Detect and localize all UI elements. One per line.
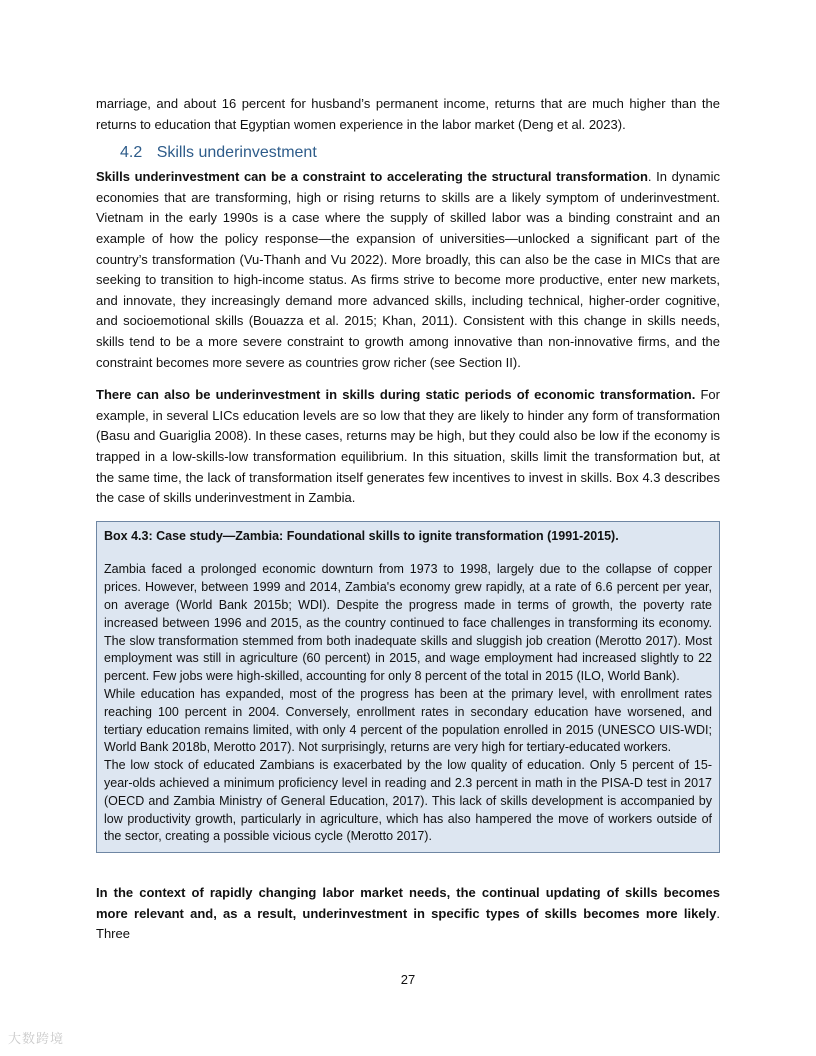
box-paragraph: While education has expanded, most of the progress has been at the primary level, with enrollment rates reaching 100 percent in 2004. Conversely, enrollment rates in secondary education have worsened, and tertiary education remains limited, with only 4 percent of the population enrolled in 2015 (UNESCO UIS-WDI; World Bank 2018b, Merotto 2017). Not surprisingly, returns are very high for tertiary-educated workers. bbox=[104, 687, 712, 755]
box-title: Box 4.3: Case study—Zambia: Foundational skills to ignite transformation (1991-2015). bbox=[104, 528, 619, 543]
paragraph-skills-underinvestment bbox=[96, 167, 720, 373]
box-paragraph: Zambia faced a prolonged economic downturn from 1973 to 1998, largely due to the collapse of copper prices. However, between 1999 and 2014, Zambia's economy grew rapidly, at a rate of 6.6 percent per year, on average (World Bank 2015b; WDI). Despite the progress made in terms of growth, the poverty rate increased between 1996 and 2015, as the country continued to face challenges in transforming its economy. The slow transformation stemmed from both inadequate skills and sluggish job creation (Merotto 2017). Most employment was still in agriculture (60 percent) in 2015, and wage employment had increased slightly to 22 percent. Few jobs were high-skilled, accounting for only 8 percent of the total in 2015 (ILO, World Bank). bbox=[104, 562, 712, 684]
paragraph-body: For example, in several LICs education levels are so low that they are likely to hinder any form of transformation (Basu and Guariglia 2008). In these cases, returns may be high, but they could also be low if the economy is trapped in a low-skills-low transformation equilibrium. In this situation, skills limit the transformation but, at the same time, the lack of transformation itself generates few incentives to invest in skills. Box 4.3 describes the case of skills underinvestment in Zambia. bbox=[96, 387, 720, 506]
case-study-box bbox=[96, 521, 720, 854]
section-title: Skills underinvestment bbox=[156, 144, 317, 162]
paragraph-static-periods bbox=[96, 385, 720, 509]
document-page bbox=[96, 94, 720, 945]
paragraph-lead: Skills underinvestment can be a constraint to accelerating the structural transformation bbox=[96, 169, 648, 185]
section-heading bbox=[120, 143, 720, 163]
paragraph-body: . Three bbox=[96, 905, 720, 942]
box-paragraph: The low stock of educated Zambians is exacerbated by the low quality of education. Only 5 percent of 15-year-olds achieved a minimum proficiency level in reading and 2.3 percent in math in the PISA-D test in 2017 (OECD and Zambia Ministry of General Education, 2017). This lack of skills development is accompanied by low productivity growth, particularly in agriculture, which has also hampered the move of workers outside of the sector, creating a possible vicious cycle (Merotto 2017). bbox=[104, 758, 712, 844]
paragraph-lead: There can also be underinvestment in skills during static periods of economic transformation. bbox=[96, 387, 696, 403]
paragraph-lead: In the context of rapidly changing labor market needs, the continual updating of skills becomes more relevant and, as a result, underinvestment in specific types of skills becomes more likely bbox=[96, 885, 720, 921]
paragraph-body: . In dynamic economies that are transforming, high or rising returns to skills are a likely symptom of underinvestment. Vietnam in the early 1990s is a case where the supply of skilled labor was a binding constraint and an example of how the policy response—the expansion of universities—unlocked a significant part of the country’s transformation (Vu-Thanh and Vu 2022). More broadly, this can also be the case in MICs that are seeking to transition to high-income status. As firms strive to become more productive, enter new markets, and innovate, they increasingly demand more advanced skills, including technical, higher-order cognitive, and socioemotional skills (Bouazza et al. 2015; Khan, 2011). Consistent with this change in skills needs, skills tend to be a more severe constraint to growth among innovative than non-innovative firms, and the constraint becomes more severe as countries grow richer (see Section II). bbox=[96, 169, 720, 370]
intro-paragraph: marriage, and about 16 percent for husband’s permanent income, returns that are much higher than the returns to education that Egyptian women experience in the labor market (Deng et al. 2023). bbox=[96, 96, 720, 132]
page-number: 27 bbox=[400, 972, 416, 987]
watermark-logo: 大数跨境 bbox=[8, 1031, 65, 1046]
paragraph-changing-needs bbox=[96, 883, 720, 945]
section-number: 4.2 bbox=[120, 144, 143, 162]
